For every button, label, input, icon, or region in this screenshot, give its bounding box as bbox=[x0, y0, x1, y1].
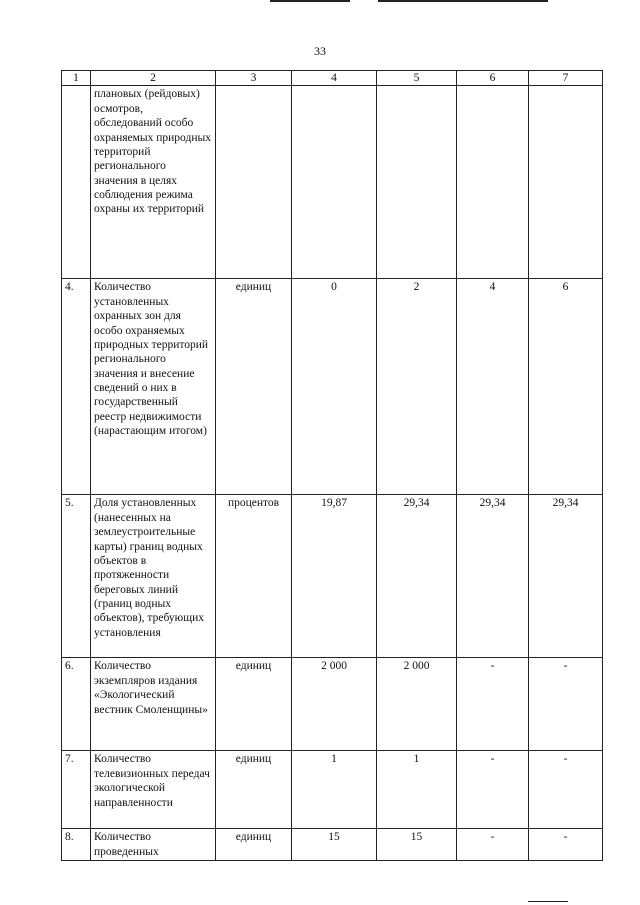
value-col-4: 15 bbox=[292, 829, 377, 861]
row-number: 8. bbox=[62, 829, 91, 861]
row-number: 7. bbox=[62, 751, 91, 829]
value-col-5 bbox=[377, 86, 457, 279]
scan-artifact-left bbox=[270, 0, 350, 2]
value-col-7: - bbox=[529, 751, 603, 829]
value-col-7 bbox=[529, 86, 603, 279]
value-col-4 bbox=[292, 86, 377, 279]
header-row bbox=[62, 71, 603, 86]
value-col-5: 1 bbox=[377, 751, 457, 829]
unit-cell: единиц bbox=[216, 279, 292, 495]
table-row bbox=[62, 279, 603, 495]
indicator-name: Количество установленных охранных зон для особо охраняемых природных территорий регионального значения и внесение сведений о них в государственный реестр недвижимости (нарастающим итогом) bbox=[91, 279, 216, 495]
value-col-5: 2 bbox=[377, 279, 457, 495]
row-number: 5. bbox=[62, 495, 91, 658]
table-row bbox=[62, 829, 603, 861]
page-number: 33 bbox=[314, 44, 326, 58]
indicator-name: плановых (рейдовых) осмотров, обследований особо охраняемых природных территорий регионального значения в целях соблюдения режима охраны их территорий bbox=[91, 86, 216, 279]
value-col-7: - bbox=[529, 829, 603, 861]
scan-artifact-bottom bbox=[528, 901, 568, 902]
value-col-5: 29,34 bbox=[377, 495, 457, 658]
header-col-7: 7 bbox=[529, 71, 603, 86]
value-col-4: 2 000 bbox=[292, 658, 377, 751]
header-col-3: 3 bbox=[216, 71, 292, 86]
header-col-1: 1 bbox=[62, 71, 91, 86]
value-col-5: 15 bbox=[377, 829, 457, 861]
table-row bbox=[62, 751, 603, 829]
indicator-name: Доля установленных (нанесенных на землеустроительные карты) границ водных объектов в протяженности береговых линий (границ водных объектов), требующих установления bbox=[91, 495, 216, 658]
row-number: 4. bbox=[62, 279, 91, 495]
unit-cell: единиц bbox=[216, 829, 292, 861]
value-col-6: 4 bbox=[457, 279, 529, 495]
header-col-2: 2 bbox=[91, 71, 216, 86]
value-col-7: - bbox=[529, 658, 603, 751]
header-col-6: 6 bbox=[457, 71, 529, 86]
value-col-6: - bbox=[457, 751, 529, 829]
unit-cell: процентов bbox=[216, 495, 292, 658]
indicator-name: Количество экземпляров издания «Экологический вестник Смоленщины» bbox=[91, 658, 216, 751]
value-col-4: 19,87 bbox=[292, 495, 377, 658]
unit-cell bbox=[216, 86, 292, 279]
unit-cell: единиц bbox=[216, 751, 292, 829]
indicator-name: Количество проведенных bbox=[91, 829, 216, 861]
value-col-4: 1 bbox=[292, 751, 377, 829]
row-number: 6. bbox=[62, 658, 91, 751]
value-col-6 bbox=[457, 86, 529, 279]
table-row bbox=[62, 495, 603, 658]
value-col-5: 2 000 bbox=[377, 658, 457, 751]
value-col-6: - bbox=[457, 658, 529, 751]
header-col-5: 5 bbox=[377, 71, 457, 86]
value-col-6: - bbox=[457, 829, 529, 861]
indicator-name: Количество телевизионных передач экологической направленности bbox=[91, 751, 216, 829]
table-row bbox=[62, 658, 603, 751]
value-col-6: 29,34 bbox=[457, 495, 529, 658]
table-row bbox=[62, 86, 603, 279]
indicators-table bbox=[61, 70, 603, 861]
header-col-4: 4 bbox=[292, 71, 377, 86]
scan-artifact-right bbox=[378, 0, 548, 2]
value-col-4: 0 bbox=[292, 279, 377, 495]
row-number bbox=[62, 86, 91, 279]
value-col-7: 29,34 bbox=[529, 495, 603, 658]
value-col-7: 6 bbox=[529, 279, 603, 495]
unit-cell: единиц bbox=[216, 658, 292, 751]
